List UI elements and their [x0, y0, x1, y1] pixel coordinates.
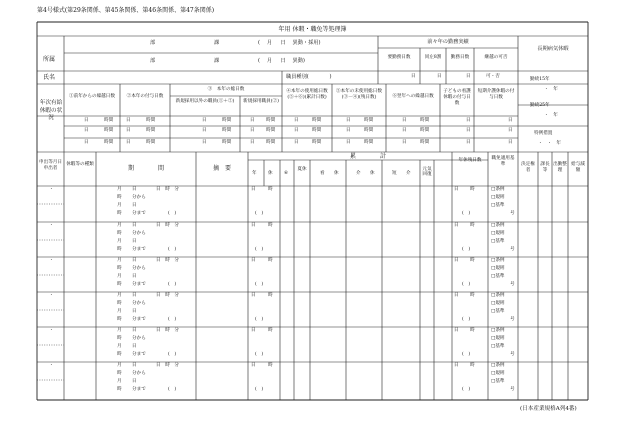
col-nichi-circle: ⑥ — [284, 171, 289, 176]
row-day-hour-min: 日 時 分 — [156, 363, 179, 368]
row-nen-nichi: 日 — [251, 258, 256, 263]
row-tsuki-1: 月 — [117, 293, 122, 298]
nenkyu-hour-unit: 時間 — [222, 128, 232, 133]
kinzoku15-label: 勤続15年 — [530, 77, 550, 82]
row-fun-made: 分まで — [132, 247, 146, 252]
row-zan-ji: 時 — [470, 363, 475, 368]
nenkyu-col6: ⑥翌年への繰越日数 — [392, 94, 434, 99]
kinzoku25-value: ・ 年 — [544, 113, 558, 118]
row-tsuki-2: 月 — [117, 203, 122, 208]
row-gou: 号 — [510, 317, 515, 322]
row-kikan-paren: ( ) — [168, 352, 177, 357]
row-fun-made: 分まで — [132, 387, 146, 392]
col-genki: 元気回復 — [422, 167, 432, 177]
row-zan-nichi: 日 — [454, 187, 459, 192]
row-gou: 号 — [510, 247, 515, 252]
kahi-value: 可・否 — [486, 74, 500, 79]
kinzoku15-value: ・ 年 — [544, 87, 558, 92]
nenkyu-hour-unit: 時間 — [364, 128, 374, 133]
row-zan-paren: ( ) — [462, 211, 471, 216]
nenkyu-day-unit: 日 — [126, 140, 131, 145]
kaigo-day-unit: 日 — [508, 118, 513, 123]
nenkyu-day-unit: 日 — [402, 128, 407, 133]
nenkyu-hour-unit: 時間 — [104, 118, 114, 123]
nenkyu-col5: ⑤本年の未使用総日数(③－④)(残日数) — [336, 89, 382, 100]
nenkyu-hour-unit: 時間 — [312, 140, 322, 145]
row-tsuki-1: 月 — [117, 187, 122, 192]
bu-label-1: 部 — [150, 40, 156, 46]
nenkyu-day-unit: 日 — [250, 140, 255, 145]
col-kan: 看 — [320, 171, 325, 176]
row-nen-nichi: 日 — [251, 223, 256, 228]
col-ruikei: 累 計 — [349, 153, 386, 160]
row-zan-nichi: 日 — [454, 293, 459, 298]
col-kai2: 介 — [406, 171, 411, 176]
choki-kyuka-label: 長期病気休暇 — [537, 46, 569, 52]
nenkyu-day-unit: 日 — [294, 140, 299, 145]
nenkyu-col3a: 新規採用以外の職員(①＋②) — [175, 99, 235, 104]
nenkyu-day-unit: 日 — [202, 128, 207, 133]
row-tsuki-2: 月 — [117, 274, 122, 279]
row-ji-1: 時 — [117, 301, 122, 306]
row-ji-2: 時 — [117, 211, 122, 216]
row-tsuki-1: 月 — [117, 223, 122, 228]
col-kyuka-shurui: 休暇等の種類 — [66, 162, 94, 167]
row-day-hour-min: 日 時 分 — [156, 293, 179, 298]
nenkyu-hour-unit: 時間 — [420, 118, 430, 123]
nenkyu-hour-unit: 時間 — [222, 118, 232, 123]
tokurei-label: 特例措置 — [534, 131, 553, 136]
row-day-hour-min: 日 時 分 — [156, 187, 179, 192]
row-fun-made: 分まで — [132, 352, 146, 357]
row-nichi-2: 日 — [132, 239, 137, 244]
nenkyu-day-unit: 日 — [346, 140, 351, 145]
row-tsuki-2: 月 — [117, 239, 122, 244]
row-zan-paren: ( ) — [462, 352, 471, 357]
row-fun-kara: 分から — [132, 371, 146, 376]
row-zan-nichi: 日 — [454, 328, 459, 333]
col-kettei: 決定権者 — [521, 162, 535, 173]
bu-label-2: 部 — [150, 58, 156, 64]
dosaki-label: 同左8割 — [424, 55, 442, 60]
row-kijun: □基準 — [491, 274, 505, 279]
ka-label-1: 課 — [214, 40, 220, 46]
col-kacho: 課長等 — [540, 162, 550, 173]
nenkyu-day-unit: 日 — [402, 140, 407, 145]
row-day-hour-min: 日 時 分 — [156, 223, 179, 228]
yokinmu-label: 要勤務日数 — [387, 55, 411, 60]
row-kijun: □基準 — [491, 239, 505, 244]
row-kijun: □基準 — [491, 344, 505, 349]
row-dot: ・ — [49, 187, 54, 192]
row-tsuki-1: 月 — [117, 328, 122, 333]
row-zan-paren: ( ) — [462, 282, 471, 287]
row-dot: ・ — [49, 363, 54, 368]
row-nichi-1: 日 — [132, 187, 137, 192]
row-ji-2: 時 — [117, 352, 122, 357]
nenkyu-day-unit: 日 — [126, 128, 131, 133]
row-nen-nichi: 日 — [251, 363, 256, 368]
col-tekiyo: 摘 要 — [212, 165, 231, 172]
row-zan-paren: ( ) — [462, 387, 471, 392]
row-kisoku: □規則 — [491, 371, 505, 376]
row-fun-kara: 分から — [132, 336, 146, 341]
col-kyu: 休 — [268, 171, 273, 176]
row-kisoku: □規則 — [491, 266, 505, 271]
row-nen-ji: 時 — [268, 258, 273, 263]
nenkyu-col7: 子どもの看護休暇の付与日数 — [443, 89, 471, 106]
col-kai: 介 — [356, 171, 361, 176]
row-ji-2: 時 — [117, 387, 122, 392]
nenkyu-day-unit: 日 — [84, 118, 89, 123]
nenkyu-day-unit: 日 — [202, 118, 207, 123]
row-nen-paren: ( ) — [255, 211, 264, 216]
kango-day-unit: 日 — [466, 140, 471, 145]
row-nen-paren: ( ) — [255, 317, 264, 322]
row-nen-paren: ( ) — [255, 282, 264, 287]
kinzoku25-label: 勤続25年 — [530, 103, 550, 108]
nenkyu-day-unit: 日 — [126, 118, 131, 123]
nenkyu-hour-unit: 時間 — [146, 140, 156, 145]
row-kisoku: □規則 — [491, 336, 505, 341]
row-day-hour-min: 日 時 分 — [156, 258, 179, 263]
row-nichi-1: 日 — [132, 223, 137, 228]
keishoku-label: 継越の可否 — [484, 55, 508, 60]
nenkyu-day-unit: 日 — [294, 118, 299, 123]
yokinmu-unit: 日 — [411, 74, 416, 79]
row-zan-paren: ( ) — [462, 317, 471, 322]
row-gou: 号 — [510, 387, 515, 392]
col-kikan: 期 間 — [127, 165, 164, 172]
row-nichi-2: 日 — [132, 344, 137, 349]
row-zan-paren: ( ) — [462, 247, 471, 252]
nenkyu-hour-unit: 時間 — [146, 118, 156, 123]
row-kijun: □基準 — [491, 379, 505, 384]
row-dot: ・ — [49, 328, 54, 333]
row-nichi-2: 日 — [132, 274, 137, 279]
nenkyu-hour-unit: 時間 — [266, 128, 276, 133]
row-zan-nichi: 日 — [454, 223, 459, 228]
ka-label-2: 課 — [214, 58, 220, 64]
col-kyu2: 休 — [334, 171, 339, 176]
row-ji-2: 時 — [117, 317, 122, 322]
row-dot: ・ — [49, 258, 54, 263]
kaigo-day-unit: 日 — [508, 140, 513, 145]
row-jourei: □条例 — [491, 293, 505, 298]
nenkyu-hour-unit: 時間 — [266, 140, 276, 145]
nenkyu-hour-unit: 時間 — [222, 140, 232, 145]
row-nen-nichi: 日 — [251, 187, 256, 192]
dosaki-unit: 日 — [437, 74, 442, 79]
nenkyu-hour-unit: 時間 — [146, 128, 156, 133]
row-fun-made: 分まで — [132, 317, 146, 322]
row-kikan-paren: ( ) — [168, 387, 177, 392]
nenkyu-hour-unit: 時間 — [364, 140, 374, 145]
row-fun-kara: 分から — [132, 266, 146, 271]
row-kisoku: □規則 — [491, 301, 505, 306]
row-kikan-paren: ( ) — [168, 211, 177, 216]
row-ji-1: 時 — [117, 231, 122, 236]
row-nichi-2: 日 — [132, 379, 137, 384]
row-nen-paren: ( ) — [255, 247, 264, 252]
nenkyu-day-unit: 日 — [84, 128, 89, 133]
row-gou: 号 — [510, 352, 515, 357]
row-ji-2: 時 — [117, 247, 122, 252]
row-nichi-1: 日 — [132, 363, 137, 368]
row-nen-ji: 時 — [268, 187, 273, 192]
nenkyu-col3: ③ 本年の総日数 — [207, 87, 245, 92]
row-ji-1: 時 — [117, 266, 122, 271]
nenkyu-day-unit: 日 — [250, 118, 255, 123]
nenkyu-hour-unit: 時間 — [420, 140, 430, 145]
row-fun-made: 分まで — [132, 282, 146, 287]
footer-note: (日本産業規格A列4番) — [520, 406, 577, 412]
nenkyu-hour-unit: 時間 — [104, 128, 114, 133]
col-kyuyo: 給与減額 — [571, 162, 585, 173]
row-fun-made: 分まで — [132, 211, 146, 216]
row-tsuki-2: 月 — [117, 344, 122, 349]
row-tsuki-2: 月 — [117, 379, 122, 384]
row-zan-ji: 時 — [470, 258, 475, 263]
row-fun-kara: 分から — [132, 231, 146, 236]
row-kijun: □基準 — [491, 203, 505, 208]
row-ji-1: 時 — [117, 371, 122, 376]
row-kisoku: □規則 — [491, 231, 505, 236]
row-zan-ji: 時 — [470, 187, 475, 192]
nenkyu-col3b: 新規採用職員(②) — [243, 99, 279, 104]
tokurei-value: ・ ・ 年 — [538, 141, 561, 146]
nenkyu-day-unit: 日 — [346, 118, 351, 123]
idou-label-2: ( 月 日 異動) — [258, 58, 305, 64]
row-day-hour-min: 日 時 分 — [156, 328, 179, 333]
col-ka-kyu: 夏休 — [297, 167, 307, 172]
row-zan-nichi: 日 — [454, 363, 459, 368]
kinmu-unit: 日 — [466, 74, 471, 79]
row-nichi-2: 日 — [132, 309, 137, 314]
row-jourei: □条例 — [491, 223, 505, 228]
nenkyu-day-unit: 日 — [250, 128, 255, 133]
kango-day-unit: 日 — [466, 128, 471, 133]
row-kijun: □基準 — [491, 309, 505, 314]
row-gou: 号 — [510, 211, 515, 216]
shokuin-shubetsu: 職員種別( ) — [286, 74, 332, 80]
col-kyu3: 休 — [370, 171, 375, 176]
row-jourei: □条例 — [491, 258, 505, 263]
row-nen-paren: ( ) — [255, 352, 264, 357]
col-shukkin: 出勤整理 — [553, 162, 567, 173]
row-dot: ・ — [49, 293, 54, 298]
row-kikan-paren: ( ) — [168, 282, 177, 287]
row-fun-kara: 分から — [132, 195, 146, 200]
nenkyu-day-unit: 日 — [84, 140, 89, 145]
row-nen-nichi: 日 — [251, 328, 256, 333]
shimei-label: 氏名 — [43, 74, 56, 81]
row-zan-nichi: 日 — [454, 258, 459, 263]
nenkyu-hour-unit: 時間 — [104, 140, 114, 145]
shozoku-label: 所属 — [43, 56, 56, 63]
nenkyu-col2: ②本年の付与日数 — [126, 94, 164, 99]
form-label: 第4号様式(第29条関係、第45条関係、第46条関係、第47条関係) — [37, 7, 215, 14]
row-jourei: □条例 — [491, 187, 505, 192]
row-kikan-paren: ( ) — [168, 317, 177, 322]
row-tsuki-2: 月 — [117, 309, 122, 314]
row-nichi-1: 日 — [132, 258, 137, 263]
row-kikan-paren: ( ) — [168, 247, 177, 252]
row-nichi-2: 日 — [132, 203, 137, 208]
row-ji-1: 時 — [117, 195, 122, 200]
nenkyu-day-unit: 日 — [294, 128, 299, 133]
row-gou: 号 — [510, 282, 515, 287]
row-nichi-1: 日 — [132, 293, 137, 298]
row-nen-ji: 時 — [268, 363, 273, 368]
row-nichi-1: 日 — [132, 328, 137, 333]
nenkyu-col4: ④本年の使用総日数(⑤＋⑥)(累計日数) — [286, 89, 328, 100]
row-jourei: □条例 — [491, 328, 505, 333]
row-jourei: □条例 — [491, 363, 505, 368]
page-title: 年用 休暇・職免等処理簿 — [278, 26, 347, 33]
row-nen-ji: 時 — [268, 328, 273, 333]
zennen-label: 前々年の勤務実績 — [427, 39, 469, 45]
row-tsuki-1: 月 — [117, 363, 122, 368]
nenkyu-side-label: 年次有給休暇の状況 — [39, 100, 63, 122]
kango-day-unit: 日 — [466, 118, 471, 123]
col-tan: 短 — [392, 171, 397, 176]
nenkyu-hour-unit: 時間 — [312, 128, 322, 133]
row-fun-kara: 分から — [132, 301, 146, 306]
row-dot: ・ — [49, 223, 54, 228]
row-ji-1: 時 — [117, 336, 122, 341]
row-tsuki-1: 月 — [117, 258, 122, 263]
kinmu-nissu-label: 勤務日数 — [450, 55, 470, 60]
nenkyu-col1: ①前年からの繰越日数 — [69, 94, 115, 99]
row-zan-ji: 時 — [470, 328, 475, 333]
nenkyu-col8: 短期介護休暇の付与日数 — [477, 89, 515, 100]
row-nen-ji: 時 — [268, 223, 273, 228]
col-nen: 年 — [252, 171, 257, 176]
row-zan-ji: 時 — [470, 223, 475, 228]
row-nen-nichi: 日 — [251, 293, 256, 298]
col-shokumen: 職免適用基準 — [491, 156, 515, 168]
nenkyu-day-unit: 日 — [346, 128, 351, 133]
idou-label-1: ( 月 日 異動・採用) — [258, 40, 321, 46]
row-ji-2: 時 — [117, 282, 122, 287]
row-kisoku: □規則 — [491, 195, 505, 200]
row-nen-ji: 時 — [268, 293, 273, 298]
nenkyu-hour-unit: 時間 — [312, 118, 322, 123]
nenkyu-hour-unit: 時間 — [420, 128, 430, 133]
nenkyu-hour-unit: 時間 — [364, 118, 374, 123]
kaigo-day-unit: 日 — [508, 128, 513, 133]
nenkyu-day-unit: 日 — [402, 118, 407, 123]
nenkyu-day-unit: 日 — [202, 140, 207, 145]
row-nen-paren: ( ) — [255, 387, 264, 392]
col-shinsei: 申出等月日申出者 — [39, 160, 62, 171]
nenkyu-hour-unit: 時間 — [266, 118, 276, 123]
row-zan-ji: 時 — [470, 293, 475, 298]
col-nenkyu-zan: 年休残日数 — [458, 158, 482, 163]
